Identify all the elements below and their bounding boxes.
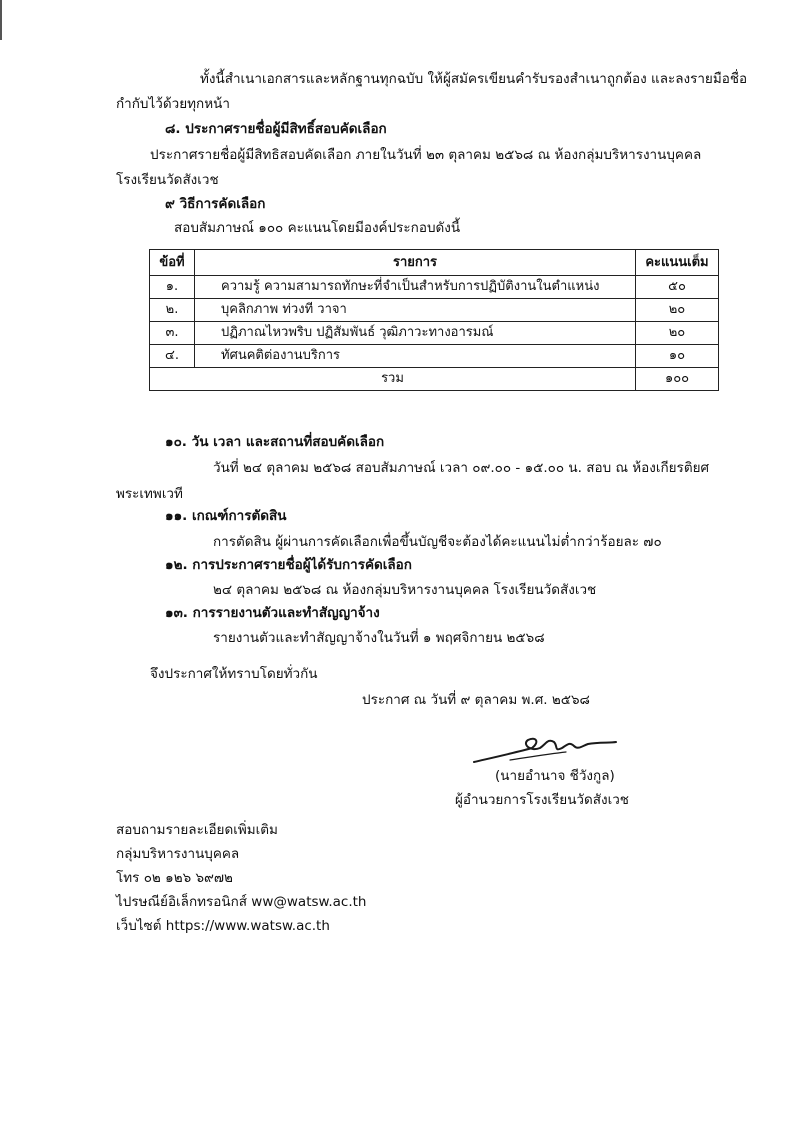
announcement-text: จึงประกาศให้ทราบโดยทั่วกัน	[150, 666, 318, 682]
intro-line-1: ทั้งนี้สำเนาเอกสารและหลักฐานทุกฉบับ ให้ผู้สมัครเขียนคำรับรองสำเนาถูกต้อง และลงรายมือชื่อ	[200, 71, 748, 87]
contact-phone: โทร ๐๒ ๑๒๖ ๖๙๗๒	[116, 870, 233, 886]
signer-title: ผู้อำนวยการโรงเรียนวัดสังเวช	[455, 792, 629, 808]
section-8-line-1: ประกาศรายชื่อผู้มีสิทธิสอบคัดเลือก ภายในวันที่ ๒๓ ตุลาคม ๒๕๖๘ ณ ห้องกลุ่มบริหารงานบุคคล	[150, 147, 702, 163]
total-label: รวม	[150, 368, 636, 391]
section-12-line-1: ๒๔ ตุลาคม ๒๕๖๘ ณ ห้องกลุ่มบริหารงานบุคคล โรงเรียนวัดสังเวช	[213, 582, 597, 598]
row-score: ๑๐	[636, 345, 719, 368]
score-table	[149, 249, 719, 391]
row-number: ๓.	[150, 322, 195, 345]
table-row	[150, 345, 719, 368]
section-10-line-1: วันที่ ๒๔ ตุลาคม ๒๕๖๘ สอบสัมภาษณ์ เวลา ๐๙.๐๐ - ๑๕.๐๐ น. สอบ ณ ห้องเกียรติยศ	[213, 460, 710, 476]
section-12-heading: ๑๒. การประกาศรายชื่อผู้ได้รับการคัดเลือก	[165, 557, 412, 573]
total-score: ๑๐๐	[636, 368, 719, 391]
contact-line-1: สอบถามรายละเอียดเพิ่มเติม	[116, 822, 278, 838]
announcement-date: ประกาศ ณ วันที่ ๙ ตุลาคม พ.ศ. ๒๕๖๘	[362, 692, 590, 708]
signature-mark	[470, 730, 620, 770]
section-8-heading: ๘. ประกาศรายชื่อผู้มีสิทธิ์สอบคัดเลือก	[165, 121, 387, 137]
table-total-row	[150, 368, 719, 391]
row-item: ความรู้ ความสามารถทักษะที่จำเป็นสำหรับการปฏิบัติงานในตำแหน่ง	[195, 276, 636, 299]
section-13-heading: ๑๓. การรายงานตัวและทำสัญญาจ้าง	[165, 605, 380, 621]
row-number: ๑.	[150, 276, 195, 299]
header-number: ข้อที่	[150, 250, 195, 276]
section-9-line-1: สอบสัมภาษณ์ ๑๐๐ คะแนนโดยมีองค์ประกอบดังนี้	[174, 220, 461, 236]
page-edge-mark	[0, 0, 2, 40]
contact-website: เว็บไซต์ https://www.watsw.ac.th	[116, 918, 330, 934]
contact-email: ไปรษณีย์อิเล็กทรอนิกส์ ww@watsw.ac.th	[116, 894, 367, 910]
row-item: ปฏิภาณไหวพริบ ปฏิสัมพันธ์ วุฒิภาวะทางอารมณ์	[195, 322, 636, 345]
table-row	[150, 299, 719, 322]
row-number: ๔.	[150, 345, 195, 368]
table-row	[150, 276, 719, 299]
section-13-line-1: รายงานตัวและทำสัญญาจ้างในวันที่ ๑ พฤศจิกายน ๒๕๖๘	[213, 630, 545, 646]
row-score: ๒๐	[636, 322, 719, 345]
section-8-line-2: โรงเรียนวัดสังเวช	[116, 172, 219, 188]
table-row	[150, 322, 719, 345]
table-header-row	[150, 250, 719, 276]
row-item: บุคลิกภาพ ท่วงที วาจา	[195, 299, 636, 322]
intro-line-2: กำกับไว้ด้วยทุกหน้า	[116, 96, 230, 112]
section-11-line-1: การตัดสิน ผู้ผ่านการคัดเลือกเพื่อขึ้นบัญชีจะต้องได้คะแนนไม่ต่ำกว่าร้อยละ ๗๐	[213, 534, 662, 550]
row-item: ทัศนคติต่องานบริการ	[195, 345, 636, 368]
signer-name: (นายอำนาจ ชีวังกูล)	[495, 768, 615, 784]
row-score: ๕๐	[636, 276, 719, 299]
header-max-score: คะแนนเต็ม	[636, 250, 719, 276]
row-number: ๒.	[150, 299, 195, 322]
row-score: ๒๐	[636, 299, 719, 322]
header-item: รายการ	[195, 250, 636, 276]
section-10-heading: ๑๐. วัน เวลา และสถานที่สอบคัดเลือก	[165, 434, 385, 450]
section-11-heading: ๑๑. เกณฑ์การตัดสิน	[165, 508, 287, 524]
section-10-line-2: พระเทพเวที	[116, 486, 183, 502]
contact-line-2: กลุ่มบริหารงานบุคคล	[116, 846, 240, 862]
section-9-heading: ๙ วิธีการคัดเลือก	[165, 196, 266, 212]
